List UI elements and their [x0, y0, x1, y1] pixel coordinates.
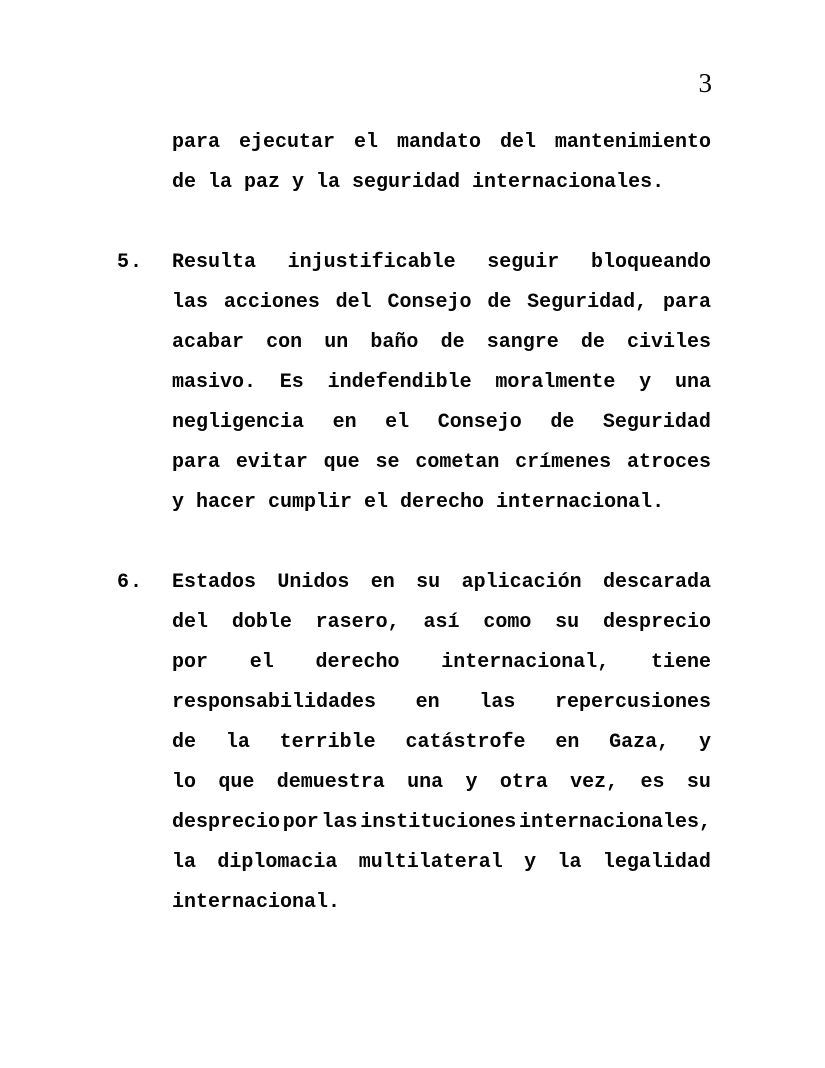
- word: internacionales,: [518, 811, 711, 834]
- word: por: [172, 651, 209, 674]
- word: Consejo: [437, 411, 522, 434]
- word: Estados: [172, 571, 257, 594]
- word: el: [385, 411, 410, 434]
- word: de: [172, 731, 197, 754]
- word: multilateral: [358, 851, 503, 874]
- word: seguir: [487, 251, 560, 274]
- paragraph-text: [172, 243, 711, 523]
- word: masivo.: [172, 371, 257, 394]
- paragraph: [117, 123, 711, 203]
- text-line: [172, 403, 711, 443]
- text-line: [172, 643, 711, 683]
- word: demuestra: [276, 771, 385, 794]
- word: crímenes: [515, 451, 612, 474]
- word: la: [172, 851, 197, 874]
- word: acabar: [172, 331, 245, 354]
- word: descarada: [602, 571, 711, 594]
- word: civiles: [626, 331, 711, 354]
- text-line: [172, 763, 711, 803]
- word: Resulta: [172, 251, 257, 274]
- word: la: [225, 731, 250, 754]
- word: como: [483, 611, 532, 634]
- text-line: [172, 803, 711, 843]
- word: Gaza,: [609, 731, 670, 754]
- word: y: [524, 851, 537, 874]
- word: evitar: [235, 451, 308, 474]
- word: terrible: [279, 731, 376, 754]
- word: repercusiones: [554, 691, 711, 714]
- text-line: [172, 443, 711, 483]
- word: vez,: [570, 771, 619, 794]
- word: Es: [279, 371, 304, 394]
- word: las: [172, 291, 209, 314]
- word: que: [323, 451, 360, 474]
- word: acciones: [223, 291, 320, 314]
- word: cometan: [415, 451, 500, 474]
- text-line: [172, 603, 711, 643]
- word: un: [324, 331, 349, 354]
- word: desprecio: [172, 811, 281, 834]
- text-line: internacional.: [172, 891, 341, 914]
- word: las: [479, 691, 516, 714]
- word: del: [499, 131, 536, 154]
- word: doble: [231, 611, 292, 634]
- text-line: [172, 283, 711, 323]
- word: del: [172, 611, 209, 634]
- text-line: [172, 683, 711, 723]
- paragraph-number: 6.: [117, 571, 144, 594]
- word: internacional,: [441, 651, 610, 674]
- word: su: [555, 611, 580, 634]
- word: así: [423, 611, 460, 634]
- text-line: [172, 323, 711, 363]
- word: Consejo: [387, 291, 472, 314]
- text-line: [172, 723, 711, 763]
- text-line: y hacer cumplir el derecho internacional.: [172, 491, 665, 514]
- word: del: [335, 291, 372, 314]
- text-line: [172, 843, 711, 883]
- word: derecho: [315, 651, 400, 674]
- word: Unidos: [277, 571, 350, 594]
- word: las: [321, 811, 358, 834]
- word: y: [639, 371, 652, 394]
- text-line: [172, 243, 711, 283]
- document-body: [117, 123, 711, 923]
- word: sangre: [486, 331, 559, 354]
- word: para: [662, 291, 711, 314]
- word: se: [375, 451, 400, 474]
- word: ejecutar: [238, 131, 335, 154]
- word: catástrofe: [405, 731, 526, 754]
- word: negligencia: [172, 411, 305, 434]
- text-line: [172, 363, 711, 403]
- word: de: [487, 291, 512, 314]
- word: para: [172, 131, 221, 154]
- word: para: [172, 451, 221, 474]
- word: indefendible: [327, 371, 472, 394]
- word: en: [555, 731, 580, 754]
- paragraph: [117, 563, 711, 923]
- word: el: [249, 651, 274, 674]
- text-line: [172, 563, 711, 603]
- word: diplomacia: [217, 851, 338, 874]
- word: es: [640, 771, 665, 794]
- paragraph-text: [172, 123, 711, 203]
- word: legalidad: [602, 851, 711, 874]
- word: rasero,: [315, 611, 400, 634]
- paragraph-number: 5.: [117, 251, 144, 274]
- word: la: [557, 851, 582, 874]
- word: que: [218, 771, 255, 794]
- word: lo: [172, 771, 197, 794]
- paragraph-text: [172, 563, 711, 923]
- text-line: [172, 123, 711, 163]
- word: baño: [370, 331, 419, 354]
- word: su: [416, 571, 441, 594]
- word: una: [407, 771, 444, 794]
- word: de: [580, 331, 605, 354]
- word: atroces: [626, 451, 711, 474]
- word: y: [698, 731, 711, 754]
- word: de: [550, 411, 575, 434]
- word: mandato: [396, 131, 481, 154]
- word: instituciones: [360, 811, 517, 834]
- page-number: 3: [698, 68, 712, 98]
- text-line: de la paz y la seguridad internacionales.: [172, 171, 665, 194]
- word: aplicación: [461, 571, 582, 594]
- word: su: [686, 771, 711, 794]
- word: en: [370, 571, 395, 594]
- word: moralmente: [495, 371, 616, 394]
- word: otra: [499, 771, 548, 794]
- paragraph: [117, 243, 711, 523]
- word: desprecio: [602, 611, 711, 634]
- word: de: [440, 331, 465, 354]
- word: injustificable: [287, 251, 456, 274]
- word: por: [282, 811, 319, 834]
- word: tiene: [650, 651, 711, 674]
- word: el: [353, 131, 378, 154]
- word: en: [415, 691, 440, 714]
- word: en: [332, 411, 357, 434]
- word: responsabilidades: [172, 691, 377, 714]
- word: mantenimiento: [554, 131, 711, 154]
- word: una: [674, 371, 711, 394]
- word: Seguridad: [602, 411, 711, 434]
- word: con: [266, 331, 303, 354]
- word: Seguridad,: [527, 291, 648, 314]
- word: y: [465, 771, 478, 794]
- word: bloqueando: [590, 251, 711, 274]
